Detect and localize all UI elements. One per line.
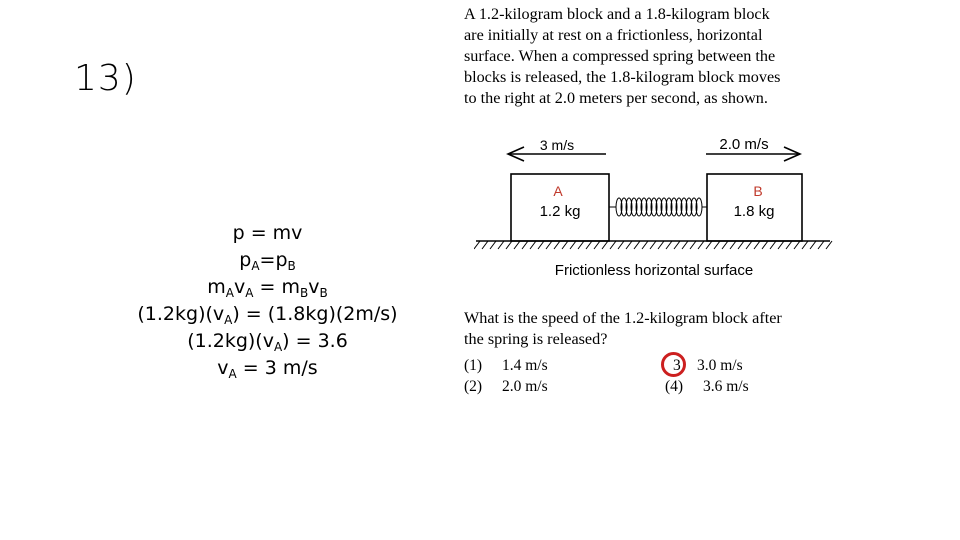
work-subscript: A: [228, 367, 237, 381]
problem-line: surface. When a compressed spring between the: [464, 47, 776, 65]
problem-statement: [464, 4, 854, 109]
block-b-label: B: [753, 183, 763, 199]
choice-2: [464, 376, 548, 397]
choice-number: (1): [464, 357, 483, 374]
work-text: =p: [259, 249, 288, 271]
choice-text: 1.4 m/s: [502, 357, 548, 374]
choice-text: 2.0 m/s: [502, 378, 548, 395]
block-b-mass: 1.8 kg: [733, 203, 775, 220]
choice-text: 3.6 m/s: [703, 378, 749, 395]
work-line-4: [125, 301, 410, 328]
left-speed-label: 3 m/s: [539, 137, 575, 153]
work-text: p: [239, 249, 252, 271]
work-line-2: [125, 247, 410, 274]
choice-1: [464, 355, 548, 376]
choice-4: [665, 376, 749, 397]
block-a-mass: 1.2 kg: [539, 203, 581, 220]
work-subscript: A: [224, 313, 233, 327]
spring-icon: [609, 198, 707, 216]
choice-text: 3.0 m/s: [697, 357, 743, 374]
answer-highlight-circle: [661, 352, 686, 377]
problem-line: are initially at rest on a frictionless, horizontal: [464, 26, 763, 44]
problem-line: to the right at 2.0 meters per second, as shown.: [464, 89, 768, 107]
work-subscript: B: [287, 259, 296, 273]
right-speed-label: 2.0 m/s: [719, 136, 769, 153]
work-text: = m: [253, 276, 300, 298]
work-text: v: [217, 357, 229, 379]
work-subscript: A: [245, 286, 254, 300]
work-line-6: [125, 355, 410, 382]
work-text: ) = 3.6: [282, 330, 348, 352]
work-subscript: A: [251, 259, 260, 273]
work-text: v: [308, 276, 320, 298]
slide-number: 13): [74, 58, 137, 99]
solution-work: [125, 220, 410, 382]
ground-surface: [474, 241, 832, 249]
problem-line: blocks is released, the 1.8-kilogram block moves: [464, 68, 781, 86]
problem-line: A 1.2-kilogram block and a 1.8-kilogram block: [464, 5, 770, 23]
work-text: (1.2kg)(v: [187, 330, 274, 352]
work-line-5: [125, 328, 410, 355]
work-line-1: p = mv: [232, 222, 303, 244]
work-line-3: [125, 274, 410, 301]
work-text: = 3 m/s: [236, 357, 318, 379]
work-subscript: A: [273, 340, 283, 354]
work-subscript: B: [300, 286, 309, 300]
work-text: v: [234, 276, 246, 298]
choice-number: (2): [464, 378, 483, 395]
question-text: [464, 308, 854, 350]
work-text: (1.2kg)(v: [137, 303, 225, 325]
choice-number: 3: [673, 357, 681, 374]
question-line: What is the speed of the 1.2-kilogram block after: [464, 309, 782, 327]
work-text: m: [207, 276, 226, 298]
work-subscript: B: [319, 286, 328, 300]
block-a-label: A: [553, 183, 563, 199]
work-text: ) = (1.8kg)(2m/s): [232, 303, 398, 325]
work-subscript: A: [225, 286, 235, 300]
choice-number: (4): [665, 378, 684, 395]
question-line: the spring is released?: [464, 330, 608, 348]
spring-blocks-diagram: [474, 130, 839, 285]
surface-label: Frictionless horizontal surface: [554, 262, 754, 279]
